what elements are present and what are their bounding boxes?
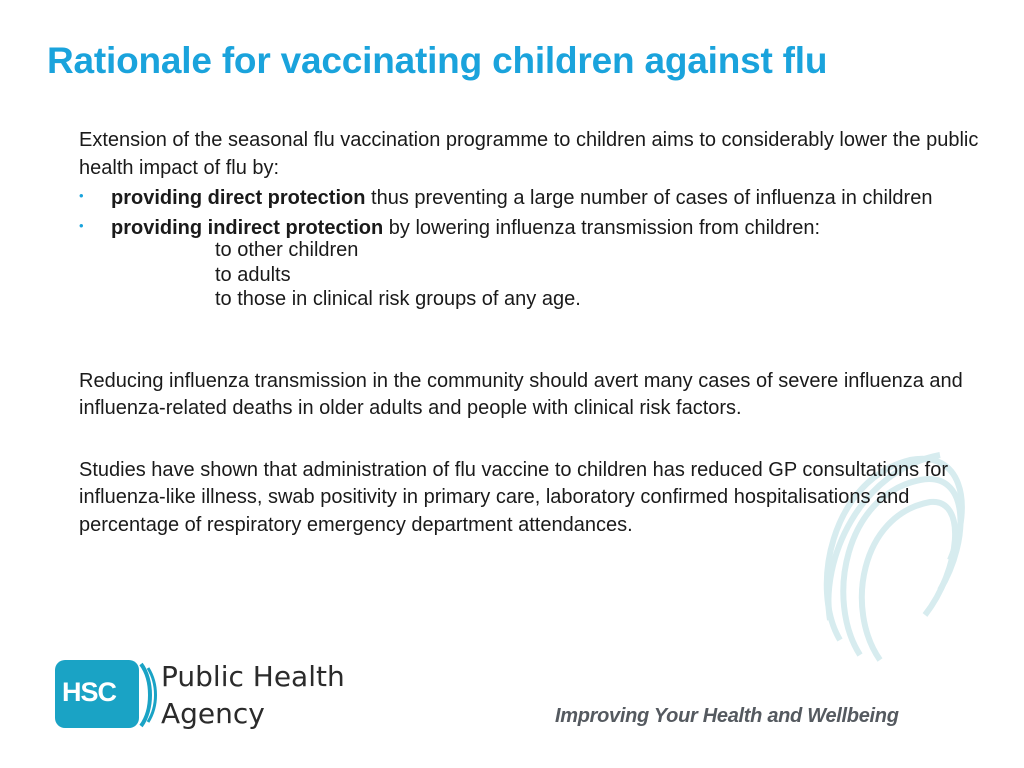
slide-body [79,126,979,539]
sub-list [79,238,979,312]
tagline: Improving Your Health and Wellbeing [555,705,899,727]
sub-item-other-children: to other children [215,239,359,261]
bullet-text: by lowering influenza transmission from children: [383,217,821,239]
bullet-item-direct-protection [79,184,979,212]
hsc-logo-text: HSC [62,677,117,707]
logo-bracket-icon [139,660,159,730]
bullet-bold-text: providing direct protection [111,187,366,209]
agency-name-line2: Agency [161,697,265,730]
bullet-item-indirect-protection [79,214,979,242]
bullet-icon: • [79,188,84,203]
sub-item-adults: to adults [215,263,291,286]
bullet-icon: • [79,218,84,233]
hsc-logo-mark [55,660,139,728]
paragraph-studies: Studies have shown that administration of flu vaccine to children has reduced GP consultations for influenza-like illness, swab positivity in primary care, laboratory confirmed hospitalisations and percentage of respiratory emergency department attendances. [79,458,949,536]
page-title: Rationale for vaccinating children against flu [47,40,828,81]
bullet-text: thus preventing a large number of cases of influenza in children [365,187,933,209]
agency-name-line1: Public Health [161,660,345,693]
agency-name [161,658,345,732]
sub-item-clinical-risk-groups: to those in clinical risk groups of any age. [215,288,581,310]
intro-paragraph: Extension of the seasonal flu vaccination programme to children aims to considerably lower the public health impact of flu by: [79,129,979,179]
bullet-bold-text: providing indirect protection [111,217,384,239]
paragraph-transmission: Reducing influenza transmission in the community should avert many cases of severe influenza and influenza-related deaths in older adults and people with clinical risk factors. [79,369,963,419]
